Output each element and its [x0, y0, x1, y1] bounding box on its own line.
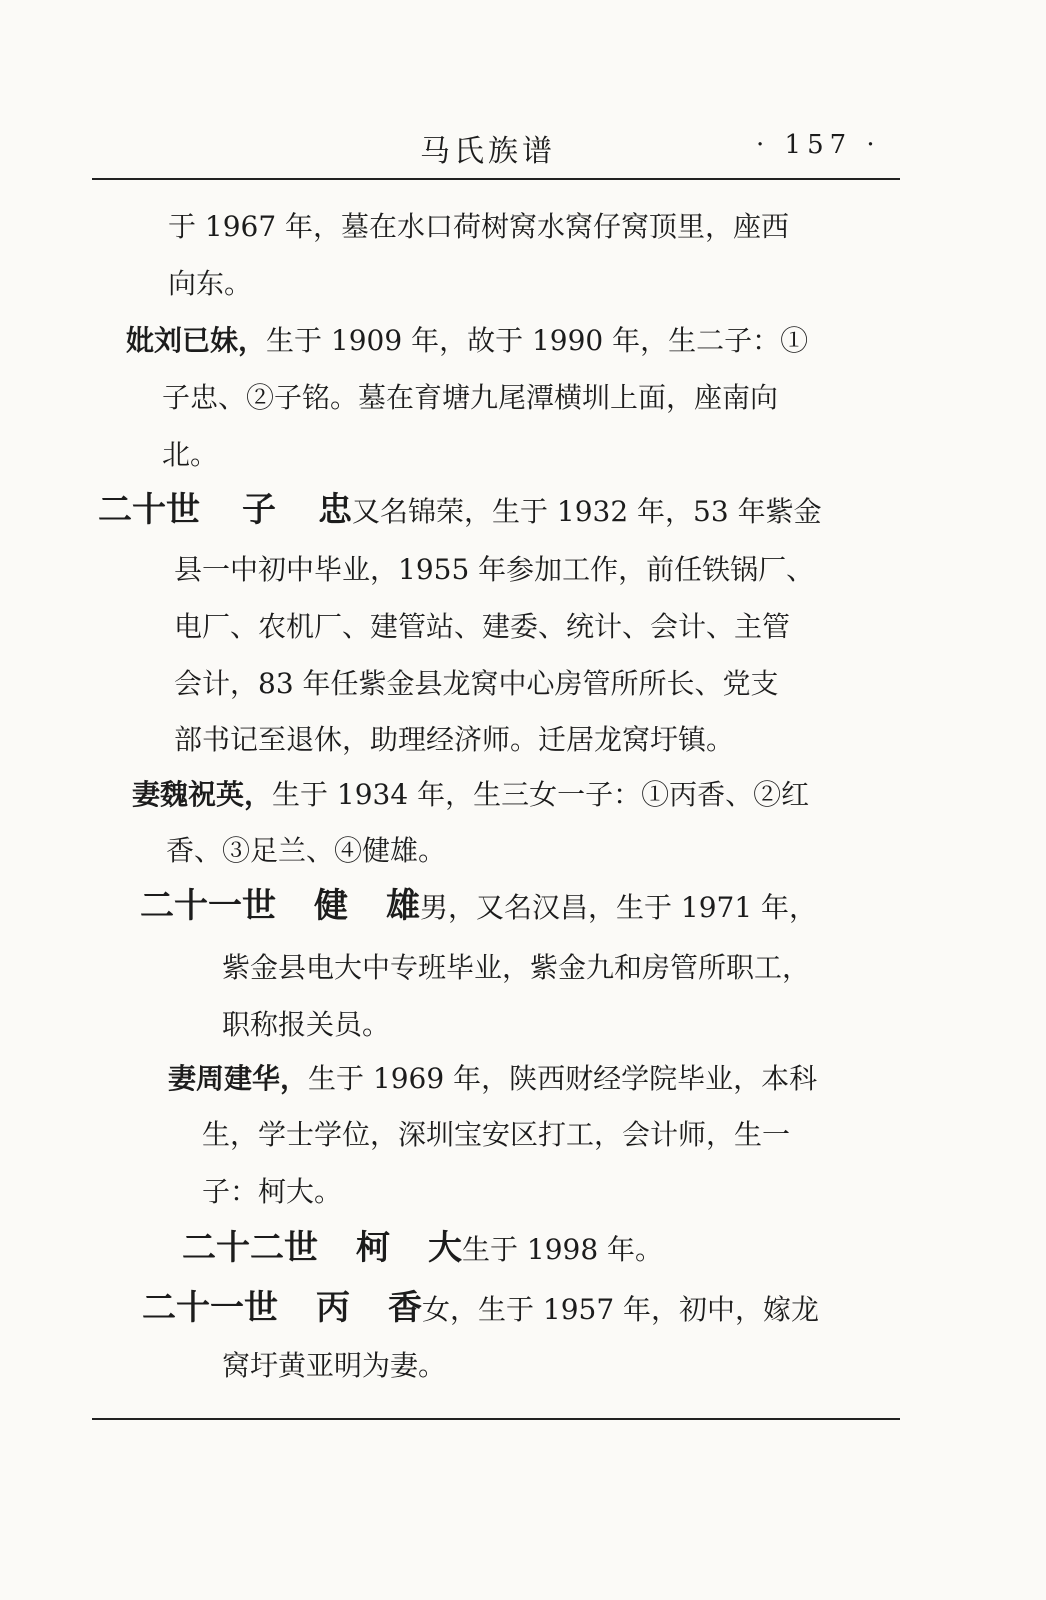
page-header-title: 马氏族谱 — [420, 134, 556, 169]
text-segment: 生于 1909 年，故于 1990 年，生二子：① — [266, 324, 809, 357]
text-segment: 女，生于 1957 年，初中，嫁龙 — [422, 1293, 820, 1326]
text-segment: 男，又名汉昌，生于 1971 年， — [420, 891, 818, 924]
text-line: 职称报关员。 — [222, 1008, 391, 1041]
page-number: · 157 · — [756, 130, 881, 160]
entry-line — [126, 312, 808, 369]
text-line: 生，学士学位，深圳宝安区打工，会计师，生一 — [202, 1118, 791, 1151]
text-segment: 又名锦荣，生于 1932 年，53 年紫金 — [352, 495, 822, 528]
text-line: 向东。 — [168, 267, 253, 300]
header-rule — [92, 178, 900, 180]
member-name-first: 子 — [242, 490, 276, 530]
member-name-second: 忠 — [318, 490, 352, 530]
entry-line — [168, 1050, 817, 1107]
person-name: 妻魏祝英， — [132, 778, 273, 811]
generation-label: 二十一世 — [140, 886, 276, 926]
text-line: 窝圩黄亚明为妻。 — [222, 1349, 447, 1382]
member-name-second: 香 — [388, 1288, 422, 1328]
text-line: 子忠、②子铭。墓在育塘九尾潭横圳上面，座南向 — [162, 381, 779, 414]
member-name-first: 健 — [314, 886, 348, 926]
generation-label: 二十世 — [98, 490, 200, 530]
footer-rule — [92, 1418, 900, 1420]
member-name-first: 丙 — [316, 1288, 350, 1328]
text-segment: 生于 1969 年，陕西财经学院毕业，本科 — [308, 1062, 818, 1095]
text-line: 子：柯大。 — [202, 1175, 343, 1208]
member-name-second: 雄 — [386, 886, 420, 926]
text-line: 北。 — [162, 438, 219, 471]
generation-line — [142, 1280, 819, 1338]
person-name: 妣刘已妹， — [126, 324, 267, 357]
text-segment: 生于 1998 年。 — [462, 1233, 664, 1266]
generation-line — [182, 1220, 663, 1278]
generation-label: 二十二世 — [182, 1228, 318, 1268]
text-segment: 生于 1934 年，生三女一子：①丙香、②红 — [272, 778, 810, 811]
text-line: 香、③足兰、④健雄。 — [166, 834, 447, 867]
text-line: 电厂、农机厂、建管站、建委、统计、会计、主管 — [174, 610, 791, 643]
text-line: 紫金县电大中专班毕业，紫金九和房管所职工， — [222, 951, 811, 984]
member-name-first: 柯 — [356, 1228, 390, 1268]
generation-line — [98, 482, 822, 540]
entry-line — [132, 766, 809, 823]
text-line: 会计，83 年任紫金县龙窝中心房管所所长、党支 — [174, 667, 779, 700]
generation-line — [140, 878, 817, 936]
text-line: 县一中初中毕业，1955 年参加工作，前任铁锅厂、 — [174, 553, 815, 586]
text-line: 部书记至退休，助理经济师。迁居龙窝圩镇。 — [174, 723, 735, 756]
person-name: 妻周建华， — [168, 1062, 309, 1095]
member-name-second: 大 — [428, 1228, 462, 1268]
text-line: 于 1967 年，墓在水口荷树窝水窝仔窝顶里，座西 — [168, 210, 790, 243]
generation-label: 二十一世 — [142, 1288, 278, 1328]
